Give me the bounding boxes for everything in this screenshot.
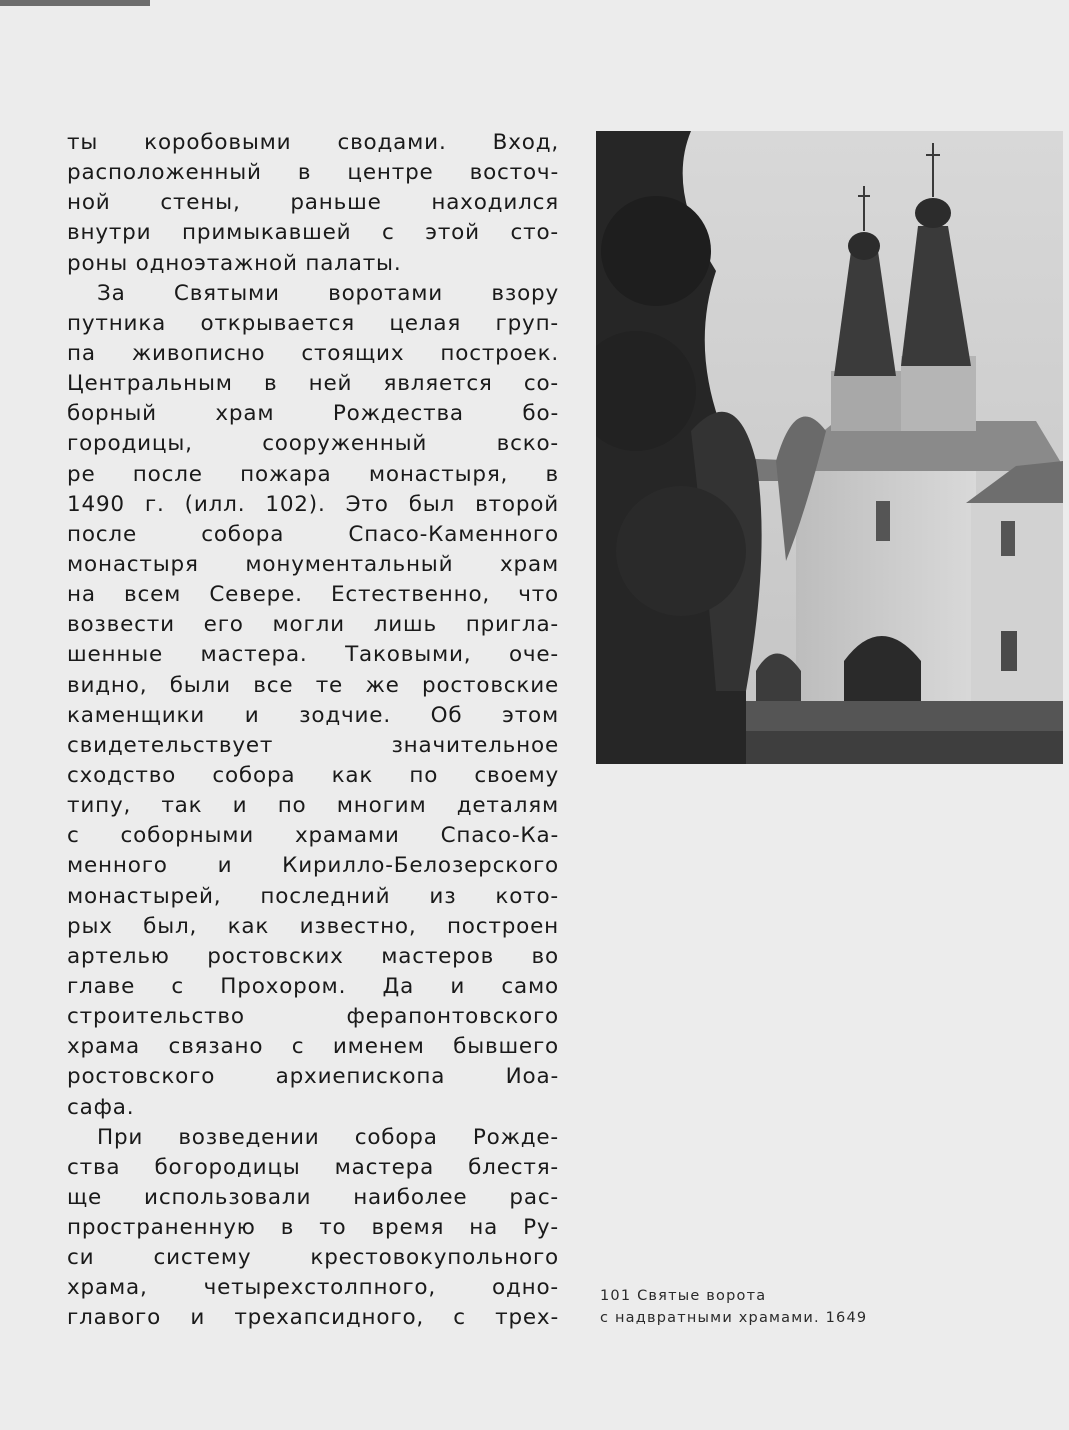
text-line: храма, четырехстолпного, одно-: [67, 1275, 559, 1301]
text-line: си систему крестовокупольного: [67, 1245, 559, 1271]
text-line: сафа.: [67, 1094, 135, 1120]
text-line: шенные мастера. Таковыми, оче-: [67, 642, 559, 668]
text-line: сходство собора как по своему: [67, 762, 559, 788]
caption-line-2: с надвратными храмами. 1649: [600, 1310, 868, 1326]
text-line: борный храм Рождества бо-: [67, 401, 559, 427]
text-line: типу, так и по многим деталям: [67, 793, 559, 819]
caption-line-1: 101 Святые ворота: [600, 1288, 767, 1304]
text-line: путника открывается целая груп-: [67, 310, 559, 336]
text-line: ре после пожара монастыря, в: [67, 461, 559, 487]
text-line: Центральным в ней является со-: [67, 371, 559, 397]
text-line: ты коробовыми сводами. Вход,: [67, 130, 559, 155]
text-line: За Святыми воротами взору: [97, 280, 559, 306]
text-line: пространенную в то время на Ру-: [67, 1215, 559, 1241]
text-line: ростовского архиепископа Иоа-: [67, 1064, 559, 1090]
text-line: артелью ростовских мастеров во: [67, 943, 559, 969]
text-line: на всем Севере. Естественно, что: [67, 582, 559, 608]
text-line: ще использовали наиболее рас-: [67, 1184, 559, 1210]
church-gate-photo: [596, 131, 1063, 764]
text-line: роны одноэтажной палаты.: [67, 250, 402, 276]
text-line: главе с Прохором. Да и само: [67, 973, 559, 999]
text-line: видно, были все те же ростовские: [67, 672, 559, 698]
figure-caption: [600, 1285, 1000, 1329]
text-line: городицы, сооруженный вско-: [67, 431, 559, 457]
text-line: ства богородицы мастера блестя-: [67, 1154, 559, 1180]
text-line: монастырей, последний из кото-: [67, 883, 559, 909]
text-line: па живописно стоящих построек.: [67, 340, 559, 366]
page-corner-mark: [0, 0, 150, 6]
text-line: 1490 г. (илл. 102). Это был второй: [67, 491, 559, 517]
text-line: храма связано с именем бывшего: [67, 1034, 559, 1060]
text-line: строительство ферапонтовского: [67, 1004, 559, 1030]
text-line: расположенный в центре восточ-: [67, 160, 559, 186]
text-line: каменщики и зодчие. Об этом: [67, 702, 559, 728]
text-line: менного и Кирилло-Белозерского: [67, 853, 559, 879]
text-line: с соборными храмами Спасо-Ка-: [67, 823, 559, 849]
church-gate-photo-svg: [596, 131, 1063, 764]
text-line: главого и трехапсидного, с трех-: [67, 1305, 559, 1331]
text-line: При возведении собора Рожде-: [97, 1124, 559, 1150]
text-line: монастыря монументальный храм: [67, 551, 559, 577]
text-line: свидетельствует значительное: [67, 732, 559, 758]
body-text-column: [67, 128, 559, 1334]
text-line: внутри примыкавшей с этой сто-: [67, 220, 559, 246]
text-line: рых был, как известно, построен: [67, 913, 559, 939]
text-line: ной стены, раньше находился: [67, 190, 559, 216]
text-line: после собора Спасо-Каменного: [67, 521, 559, 547]
text-line: возвести его могли лишь пригла-: [67, 612, 559, 638]
